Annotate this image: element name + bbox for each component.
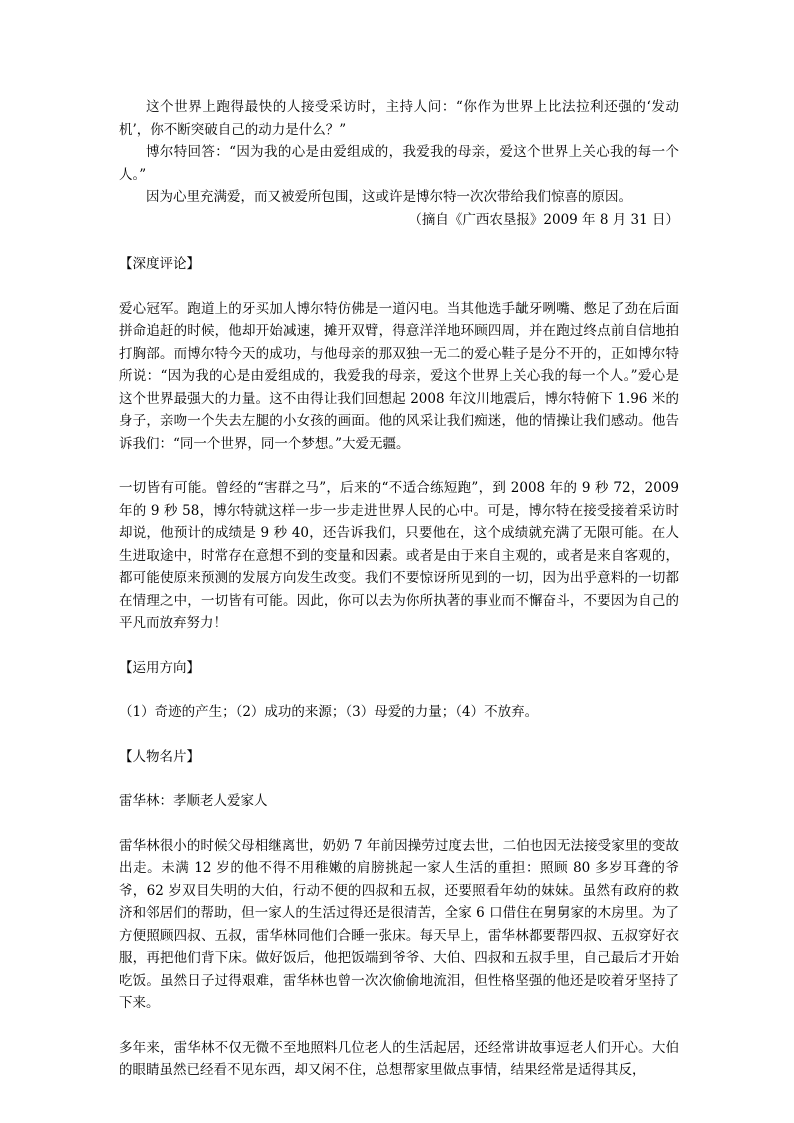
commentary-paragraph-love: 爱心冠军。跑道上的牙买加人博尔特仿佛是一道闪电。当其他选手龇牙咧嘴、憋足了劲在后面拼命追赶的时候，他却开始减速，摊开双臂，得意洋洋地环顾四周，并在跑过终点前自信地拍打胸部。而博尔特今天的成功，与他母亲的那双独一无二的爱心鞋子是分不开的，正如博尔特所说：“因为我的心是由爱组成的，我爱我的母亲，爱这个世界上关心我的每一个人。”爱心是这个世界最强大的力量。这不由得让我们回想起 2008 年汶川地震后，博尔特俯下 1.96 米的身子，亲吻一个失去左腿的小女孩的画面。他的风采让我们痴迷，他的情操让我们感动。他告诉我们：“同一个世界，同一个梦想。”大爱无疆。: [119, 300, 679, 452]
profile-paragraph-1: 雷华林很小的时候父母相继离世，奶奶 7 年前因操劳过度去世，二伯也因无法接受家里的变故出走。未满 12 岁的他不得不用稚嫩的肩膀挑起一家人生活的重担：照顾 80 多岁耳聋的爷爷，62 岁双目失明的大伯，行动不便的四叔和五叔，还要照看年幼的妹妹。虽然有政府的救济和邻居们的帮助，但一家人的生活过得还是很清苦，全家 6 口借住在舅舅家的木房里。为了方便照顾四叔、五叔，雷华林同他们合睡一张床。每天早上，雷华林都要帮四叔、五叔穿好衣服，再把他们背下床。做好饭后，他把饭端到爷爷、大伯、四叔和五叔手里，自己最后才开始吃饭。虽然日子过得艰难，雷华林也曾一次次偷偷地流泪，但性格坚强的他还是咬着牙坚持了下来。: [119, 837, 679, 1011]
commentary-paragraph-possible: 一切皆有可能。曾经的“害群之马”，后来的“不适合练短跑”，到 2008 年的 9 秒 72，2009 年的 9 秒 58，博尔特就这样一步一步走进世界人民的心中。可是，博尔特在接受接着采访时却说，他预计的成绩是 9 秒 40，还告诉我们，只要他在，这个成绩就充满了无限可能。在人生进取途中，时常存在意想不到的变量和因素。或者是由于来自主观的，或者是来自客观的，都可能使原来预测的发展方向发生改变。我们不要惊讶所见到的一切，因为出乎意料的一切都在情理之中，一切皆有可能。因此，你可以去为你所执著的事业而不懈奋斗，不要因为自己的平凡而放弃努力！: [119, 480, 679, 631]
source-citation: （摘自《广西农垦报》2009 年 8 月 31 日）: [408, 211, 679, 228]
profile-title: 雷华林：孝顺老人爱家人: [119, 793, 268, 809]
section-heading-application: 【运用方向】: [119, 659, 200, 676]
profile-paragraph-2: 多年来，雷华林不仅无微不至地照料几位老人的生活起居，还经常讲故事逗老人们开心。大伯的眼睛虽然已经看不见东西，却又闲不住，总想帮家里做点事情，结果经常是适得其反，: [119, 1039, 679, 1078]
interview-question-paragraph: 这个世界上跑得最快的人接受采访时，主持人问：“你作为世界上比法拉利还强的‘发动机’，你不断突破自己的动力是什么？”: [119, 99, 679, 138]
section-heading-commentary: 【深度评论】: [119, 256, 200, 272]
bolt-answer-paragraph: 博尔特回答：“因为我的心是由爱组成的，我爱我的母亲，爱这个世界上关心我的每一个人。”: [119, 144, 679, 183]
section-heading-profile: 【人物名片】: [119, 748, 200, 765]
document-page: [119, 96, 679, 1082]
summary-paragraph: 因为心里充满爱，而又被爱所包围，这或许是博尔特一次次带给我们惊喜的原因。: [146, 189, 632, 205]
application-list: （1）奇迹的产生；（2）成功的来源；（3）母爱的力量；（4）不放弃。: [119, 704, 539, 720]
